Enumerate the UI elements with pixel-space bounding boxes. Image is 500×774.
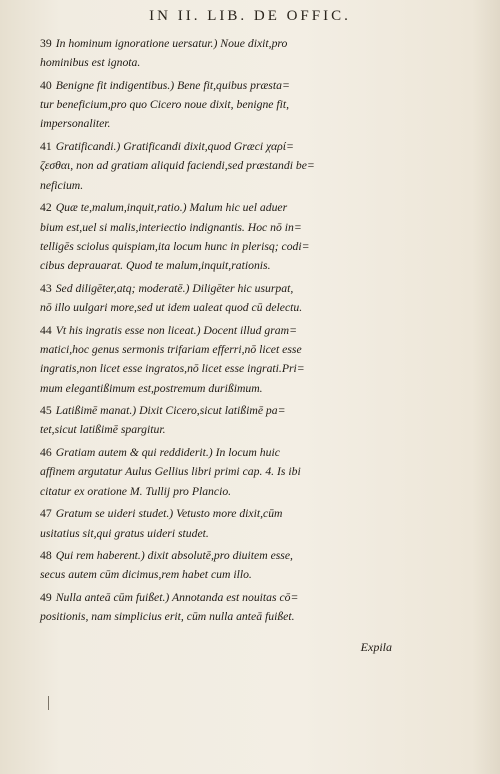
running-header: IN II. LIB. DE OFFIC. bbox=[149, 8, 351, 24]
note-number: 43 bbox=[40, 281, 52, 295]
note-text: Gratificandi.) Gratificandi dixit,quod Græci χαρί= ζεσθαι, non ad gratiam aliquid faciendi,sed præstandi be= neficium. bbox=[40, 140, 315, 192]
note-text: Gratum se uideri studet.) Vetusto more dixit,cūm usitatius sit,qui gratus uideri studet. bbox=[40, 507, 283, 540]
note-text: Quæ te,malum,inquit,ratio.) Malum hic uel aduer bium est,uel si malis,interiectio indignantis. Hoc nō in= telligēs sciolus quispiam,ita locum hunc in plerisq; codi= cibus deprauarat. Quod te malum,inquit,rationis. bbox=[40, 201, 310, 273]
note-number: 40 bbox=[40, 78, 52, 92]
annotation-45 bbox=[40, 401, 392, 440]
note-text: Benigne fit indigentibus.) Bene fit,quibus præsta= tur beneficium,pro quo Cicero noue dixit, benigne fit, impersonaliter. bbox=[40, 78, 290, 131]
note-number: 48 bbox=[40, 549, 52, 563]
annotation-list bbox=[40, 34, 392, 630]
annotation-48 bbox=[40, 546, 392, 585]
note-number: 46 bbox=[40, 446, 52, 460]
note-text: Sed diligēter,atq; moderatē.) Diligēter hic usurpat, nō illo uulgari more,sed ut idem ualeat quod cū delectu. bbox=[40, 281, 303, 315]
catchword: Expila bbox=[360, 640, 392, 654]
annotation-42 bbox=[40, 198, 392, 275]
note-number: 41 bbox=[40, 140, 52, 154]
annotation-41 bbox=[40, 137, 392, 195]
note-text: In hominum ignoratione uersatur.) Noue dixit,pro hominibus est ignota. bbox=[40, 37, 288, 70]
note-text: Qui rem haberent.) dixit absolutē,pro diuitem esse, secus autem cūm dicimus,rem habet cum illo. bbox=[40, 549, 293, 582]
note-text: Nulla anteā cūm fuißet.) Annotanda est nouitas cō= positionis, nam simplicius erit, cūm nulla anteā fuißet. bbox=[40, 590, 299, 624]
note-number: 42 bbox=[40, 201, 52, 215]
annotation-47 bbox=[40, 504, 392, 543]
annotation-40 bbox=[40, 76, 392, 134]
annotation-43 bbox=[40, 279, 392, 318]
ink-mark bbox=[48, 696, 49, 710]
page-edge-shadow bbox=[472, 0, 500, 774]
note-text: Gratiam autem & qui reddiderit.) In locum huic affinem argutatur Aulus Gellius libri primi cap. 4. Is ibi citatur ex oratione M. Tullij pro Plancio. bbox=[40, 446, 301, 498]
annotation-49 bbox=[40, 588, 392, 627]
annotation-46 bbox=[40, 443, 392, 501]
annotation-44 bbox=[40, 321, 392, 398]
note-number: 49 bbox=[40, 590, 52, 604]
annotation-39 bbox=[40, 34, 392, 73]
note-number: 45 bbox=[40, 404, 52, 418]
note-number: 39 bbox=[40, 37, 52, 50]
note-number: 47 bbox=[40, 507, 52, 521]
note-text: Vt his ingratis esse non liceat.) Docent illud gram= matici,hoc genus sermonis trifariam efferri,nō licet esse ingratis,non licet esse ingratos,nō licet esse ingrati.Pri= mum elegantißimum est,postremum durißimum. bbox=[40, 323, 305, 395]
note-number: 44 bbox=[40, 323, 52, 337]
note-text: Latißimē manat.) Dixit Cicero,sicut latißimē pa= tet,sicut latißimē spargitur. bbox=[40, 404, 286, 437]
